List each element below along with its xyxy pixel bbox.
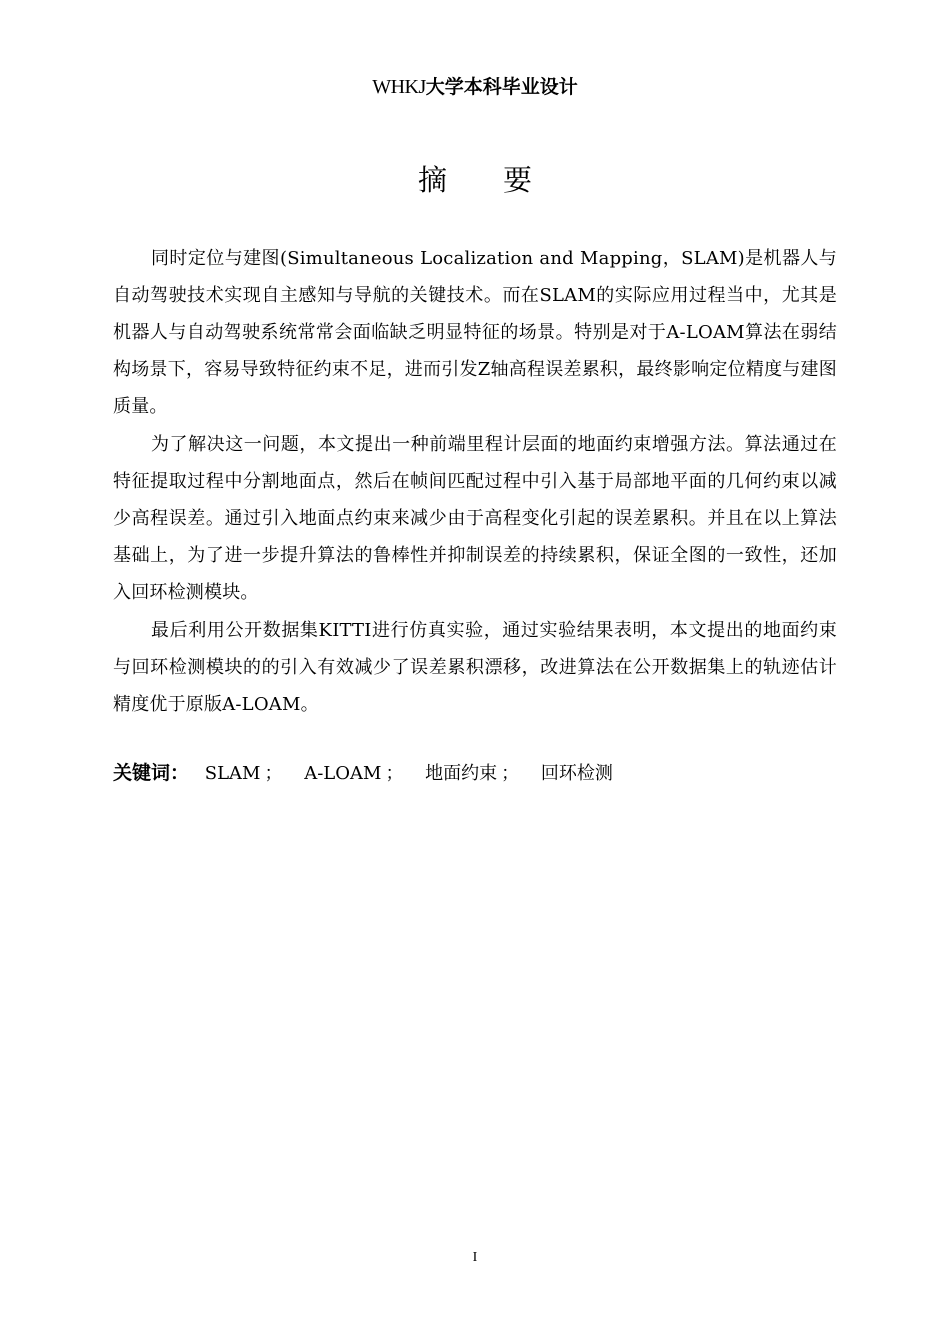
- keyword-separator: ；: [501, 763, 520, 784]
- running-header: [0, 72, 950, 102]
- abstract-paragraph-1: 同时定位与建图(Simultaneous Localization and Mapping，SLAM)是机器人与自动驾驶技术实现自主感知与导航的关键技术。而在SLAM的实际应用过程当中，尤其是机器人与自动驾驶系统常常会面临缺乏明显特征的场景。特别是对于A-LOAM算法在弱结构场景下，容易导致特征约束不足，进而引发Z轴高程误差累积，最终影响定位精度与建图质量。: [113, 248, 837, 417]
- keyword-item: 回环检测: [540, 763, 613, 784]
- abstract-title-char-2: 要: [503, 163, 533, 197]
- keywords-label: 关键词：: [113, 762, 190, 784]
- keyword-separator: ；: [385, 763, 404, 784]
- abstract-paragraph-2: 为了解决这一问题，本文提出一种前端里程计层面的地面约束增强方法。算法通过在特征提取过程中分割地面点，然后在帧间匹配过程中引入基于局部地平面的几何约束以减少高程误差。通过引入地面点约束来减少由于高程变化引起的误差累积。并且在以上算法基础上，为了进一步提升算法的鲁棒性并抑制误差的持续累积，保证全图的一致性，还加入回环检测模块。: [113, 434, 837, 603]
- keyword-item: SLAM: [204, 763, 261, 784]
- header-title: 大学本科毕业设计: [425, 76, 578, 98]
- keywords-line: [113, 755, 837, 792]
- header-university-code: WHKJ: [372, 76, 426, 98]
- abstract-title: [0, 158, 950, 202]
- page-number: I: [472, 1250, 478, 1265]
- keyword-separator: ；: [264, 763, 283, 784]
- abstract-body: [113, 240, 837, 724]
- abstract-paragraph-3: 最后利用公开数据集KITTI进行仿真实验，通过实验结果表明，本文提出的地面约束与回环检测模块的的引入有效减少了误差累积漂移，改进算法在公开数据集上的轨迹估计精度优于原版A-LOAM。: [113, 620, 837, 715]
- keyword-item: 地面约束: [425, 763, 498, 784]
- keyword-item: A-LOAM: [304, 763, 382, 784]
- abstract-title-char-1: 摘: [417, 163, 447, 197]
